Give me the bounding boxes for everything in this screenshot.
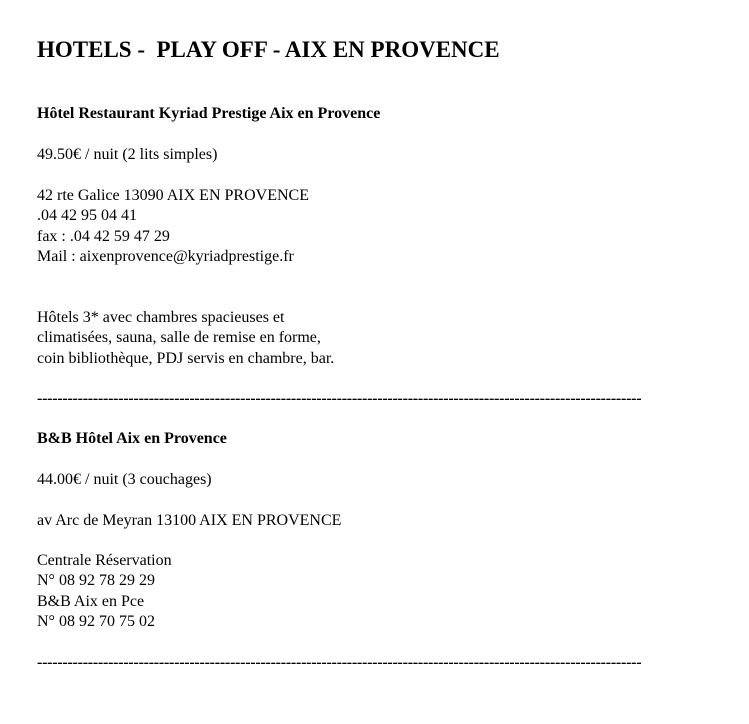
hotel-fax: fax : .04 42 59 47 29 [37, 228, 170, 245]
hotel-address: av Arc de Meyran 13100 AIX EN PROVENCE [37, 512, 342, 529]
hotel-contact-line: B&B Aix en Pce [37, 593, 145, 610]
hotel-contact-line: Centrale Réservation [37, 552, 172, 569]
hotel-contact-line: N° 08 92 78 29 29 [37, 572, 155, 589]
hotel-phone: .04 42 95 04 41 [37, 207, 137, 224]
hotel-description-line: Hôtels 3* avec chambres spacieuses et [37, 309, 285, 326]
section-separator: ----------------------------------------------------------------------------------------------------------------------- [37, 390, 642, 407]
hotel-price: 44.00€ / nuit (3 couchages) [37, 471, 212, 488]
page-title: HOTELS - PLAY OFF - AIX EN PROVENCE [37, 37, 500, 62]
hotel-address: 42 rte Galice 13090 AIX EN PROVENCE [37, 187, 309, 204]
section-separator: ----------------------------------------------------------------------------------------------------------------------- [37, 654, 642, 671]
hotel-description-line: coin bibliothèque, PDJ servis en chambre, bar. [37, 350, 335, 367]
hotel-name: Hôtel Restaurant Kyriad Prestige Aix en Provence [37, 105, 381, 122]
hotel-description-line: climatisées, sauna, salle de remise en forme, [37, 329, 321, 346]
hotel-price: 49.50€ / nuit (2 lits simples) [37, 146, 218, 163]
hotel-mail: Mail : aixenprovence@kyriadprestige.fr [37, 248, 294, 265]
hotel-name: B&B Hôtel Aix en Provence [37, 430, 227, 447]
hotel-contact-line: N° 08 92 70 75 02 [37, 613, 155, 630]
